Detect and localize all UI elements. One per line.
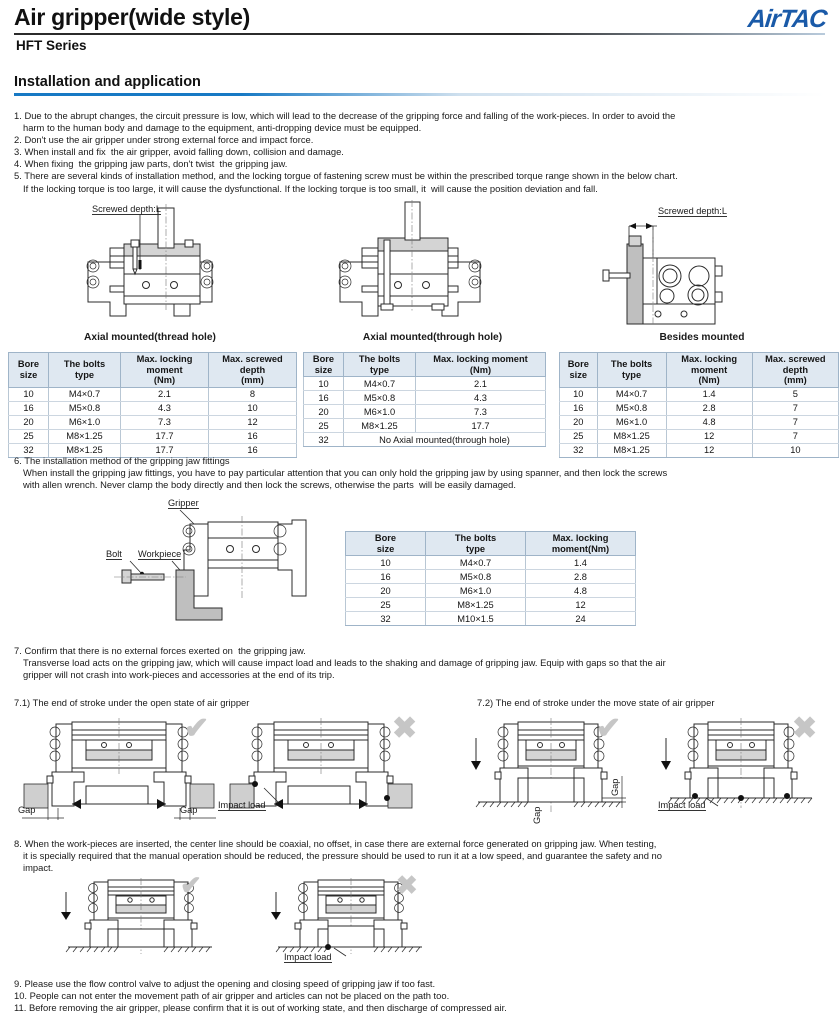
- drawing-axial-through-hole: [300, 200, 565, 330]
- screwed-depth-label-3: Screwed depth:L: [658, 206, 727, 216]
- table-cell: 2.8: [526, 570, 636, 584]
- table-header-cell: Bore size: [9, 353, 49, 388]
- table-row: [346, 598, 636, 612]
- table-cell: 1.4: [666, 387, 752, 401]
- table-row: [560, 387, 839, 401]
- list-item-text: Don't use the air gripper under strong external force and impact force.: [24, 134, 314, 146]
- table-row: [560, 415, 839, 429]
- list-item: [14, 1002, 829, 1014]
- table-cell: 4.8: [526, 584, 636, 598]
- table-cell: M5×0.8: [597, 401, 666, 415]
- list-item-text: People can not enter the movement path of air gripper and articles can not be placed on the path too.: [29, 990, 450, 1002]
- table-row: [304, 419, 546, 433]
- list-item-text: Confirm that there is no external forces exerted on the gripping jaw.: [24, 645, 306, 656]
- table-cell: 12: [666, 429, 752, 443]
- table-cell: 16: [346, 570, 426, 584]
- figure-8-incorrect: [250, 870, 445, 962]
- table-cell: 7.3: [121, 415, 209, 429]
- table-cell: 17.7: [416, 419, 546, 433]
- table-cell: 25: [346, 598, 426, 612]
- table-cell: 10: [346, 556, 426, 570]
- list-item-number: 9.: [14, 978, 25, 989]
- notes-list-top: [14, 110, 829, 195]
- figure-caption-1: Axial mounted(thread hole): [84, 332, 216, 343]
- table-header-cell: The bolts type: [49, 353, 121, 388]
- table-row: [346, 612, 636, 626]
- table-cell: M6×1.0: [426, 584, 526, 598]
- table-header-cell: Bore size: [304, 353, 344, 377]
- workpiece-label: Workpiece: [138, 549, 182, 559]
- table-cell: M6×1.0: [597, 415, 666, 429]
- gap-label-right: Gap: [180, 805, 198, 815]
- subsection-72: [477, 697, 837, 709]
- list-item-text: When install and fix the air gripper, avoid falling down, collision and damage.: [24, 146, 344, 158]
- list-item-number: 6.: [14, 455, 25, 466]
- table-cell: 32: [346, 612, 426, 626]
- table-header-cell: Max. screwed depth (mm): [209, 353, 297, 388]
- list-item-text: Before removing the air gripper, please confirm that it is out of working state, and then discharge of compressed air.: [28, 1002, 507, 1014]
- table-cell: 12: [209, 415, 297, 429]
- table-cell: 7: [752, 401, 838, 415]
- list-item-text: If the locking torque is too large, it will cause the dysfunctional. If the locking torque is too small, it will cause the position deviation and fall.: [23, 182, 598, 194]
- drawing-axial-thread-hole: [0, 200, 300, 330]
- notes-list-bottom: [14, 978, 829, 1014]
- table-cell: M8×1.25: [597, 443, 666, 457]
- table-cell: 16: [209, 443, 297, 457]
- list-item: [14, 645, 829, 681]
- table-row: [304, 433, 546, 447]
- table-row: [560, 429, 839, 443]
- table-cell: M10×1.5: [426, 612, 526, 626]
- table-header-cell: The bolts type: [426, 532, 526, 556]
- table-cell: M8×1.25: [426, 598, 526, 612]
- table-cell: 32: [560, 443, 598, 457]
- table-header-row: [560, 353, 839, 388]
- table-cell: M8×1.25: [597, 429, 666, 443]
- table-cell: 1.4: [526, 556, 636, 570]
- table-row: [346, 584, 636, 598]
- list-item: [14, 978, 829, 990]
- list-item-text: Transverse load acts on the gripping jaw, which will cause impact load and leads to the shaking and damage of gripping jaw. Equip with gaps so that the air: [23, 657, 666, 669]
- table-row: [9, 401, 297, 415]
- table-cell: 20: [346, 584, 426, 598]
- list-item: [14, 838, 829, 874]
- table-row: [304, 391, 546, 405]
- cross-mark-icon-3: ✖: [396, 870, 418, 900]
- table-cell: 7: [752, 415, 838, 429]
- figure-gripping-jaw-fittings: [90, 498, 340, 628]
- table-axial-thread-hole: [8, 352, 297, 458]
- table-cell: M8×1.25: [49, 429, 121, 443]
- table-cell: 16: [304, 391, 344, 405]
- subsection-71-label: 7.1) The end of stroke under the open state of air gripper: [14, 697, 250, 708]
- table-cell: 7.3: [416, 405, 546, 419]
- list-item-number: 2.: [14, 134, 25, 146]
- impact-load-label-72: Impact load: [658, 800, 706, 810]
- table-cell: 2.1: [416, 377, 546, 391]
- table-cell: M6×1.0: [49, 415, 121, 429]
- list-item-text: Due to the abrupt changes, the circuit pressure is low, which will lead to the decrease of the gripping force and falling of the work-pieces. In order to avoid the: [24, 110, 676, 121]
- table-cell: M4×0.7: [49, 387, 121, 401]
- note-6: [14, 455, 829, 491]
- table-row: [346, 570, 636, 584]
- table-cell: 10: [560, 387, 598, 401]
- subsection-72-label: 7.2) The end of stroke under the move state of air gripper: [477, 697, 715, 708]
- header-divider: [14, 33, 825, 35]
- section-accent-bar: [14, 93, 825, 96]
- table-cell: M6×1.0: [344, 405, 416, 419]
- list-item-text: When install the gripping jaw fittings, you have to pay particular attention that you can only hold the gripping jaw by using spanner, and then lock the screws: [23, 467, 668, 479]
- table-header-cell: Max. locking moment (Nm): [666, 353, 752, 388]
- table-cell: 12: [666, 443, 752, 457]
- table-row: [346, 556, 636, 570]
- table-cell: M4×0.7: [344, 377, 416, 391]
- list-item: [14, 158, 829, 170]
- section-heading-block: [14, 74, 825, 96]
- list-item: [14, 455, 829, 491]
- list-item: [14, 134, 829, 146]
- note-8: [14, 838, 829, 874]
- table-cell: 25: [560, 429, 598, 443]
- list-item-text: When fixing the gripping jaw parts, don't twist the gripping jaw.: [24, 158, 288, 170]
- list-item-number: 11.: [14, 1002, 29, 1014]
- bolt-label: Bolt: [106, 549, 122, 559]
- list-item-text: gripper will not crash into work-pieces and accessories at the end of its trip.: [23, 669, 335, 681]
- page-header: [0, 0, 839, 64]
- table-cell: 32: [304, 433, 344, 447]
- table-cell: 10: [9, 387, 49, 401]
- table-jaw-fittings-torque: [345, 531, 636, 626]
- list-item-number: 1.: [14, 110, 25, 121]
- table-header-row: [9, 353, 297, 388]
- table-cell: 20: [9, 415, 49, 429]
- table-header-row: [346, 532, 636, 556]
- table-row: [9, 429, 297, 443]
- table-cell: 17.7: [121, 429, 209, 443]
- table-header-cell: Bore size: [346, 532, 426, 556]
- list-item-text: with allen wrench. Never clamp the body directly and then lock the screws, otherwise the parts will be easily damaged.: [23, 479, 516, 491]
- mounting-figures-row: [0, 200, 839, 343]
- table-cell: 20: [304, 405, 344, 419]
- figure-caption-2: Axial mounted(through hole): [362, 332, 503, 343]
- table-cell: 20: [560, 415, 598, 429]
- impact-load-label-71: Impact load: [218, 800, 266, 810]
- table-cell: M4×0.7: [426, 556, 526, 570]
- table-header-cell: Max. screwed depth (mm): [752, 353, 838, 388]
- list-item: [14, 110, 829, 134]
- series-label: HFT Series: [16, 38, 87, 53]
- list-item-number: 10.: [14, 990, 30, 1002]
- section-title: Installation and application: [14, 74, 201, 90]
- check-mark-icon-2: ✔: [596, 712, 622, 745]
- impact-load-label-8: Impact load: [284, 952, 332, 962]
- figure-besides-mounted: [565, 200, 839, 343]
- figure-axial-thread-hole: [0, 200, 300, 343]
- table-cell: 10: [752, 443, 838, 457]
- table-besides-mounted: [559, 352, 839, 458]
- drawing-besides-mounted: [565, 200, 839, 330]
- list-item-number: 4.: [14, 158, 25, 170]
- drawing-8-correct: [40, 878, 235, 960]
- table-cell: 16: [560, 401, 598, 415]
- figure-72-correct: [450, 712, 645, 826]
- table-cell: M5×0.8: [49, 401, 121, 415]
- gap-label-vert-2: Gap: [532, 806, 542, 824]
- list-item-text: Please use the flow control valve to adjust the opening and closing speed of gripping jaw if too fast.: [24, 978, 436, 989]
- list-item: [14, 170, 829, 194]
- table-cell: 4.3: [121, 401, 209, 415]
- gripper-label: Gripper: [168, 498, 199, 508]
- table-header-row: [304, 353, 546, 377]
- table-cell: 32: [9, 443, 49, 457]
- list-item-text: When the work-pieces are inserted, the center line should be coaxial, no offset, in case there are external force generated on gripping jaw. When testing,: [24, 838, 657, 849]
- table-cell: 10: [304, 377, 344, 391]
- table-cell: 25: [9, 429, 49, 443]
- table-cell: 4.8: [666, 415, 752, 429]
- table-row: [560, 401, 839, 415]
- table-cell: M5×0.8: [426, 570, 526, 584]
- table-cell: No Axial mounted(through hole): [344, 433, 546, 447]
- drawing-gripper-fittings: [90, 498, 340, 628]
- list-item-number: 5.: [14, 170, 25, 182]
- figure-71-incorrect: [216, 712, 426, 826]
- table-cell: 8: [209, 387, 297, 401]
- list-item-text: impact.: [23, 862, 54, 874]
- list-item-number: 8.: [14, 838, 25, 849]
- table-cell: 2.8: [666, 401, 752, 415]
- table-cell: 7: [752, 429, 838, 443]
- check-mark-icon: ✔: [184, 712, 210, 745]
- list-item-text: There are several kinds of installation method, and the locking torgue of fastening screw must be within the prescribed torque range shown in the below chart.: [24, 170, 678, 182]
- cross-mark-icon-2: ✖: [792, 712, 818, 745]
- list-item: [14, 990, 829, 1002]
- table-row: [9, 387, 297, 401]
- table-cell: 25: [304, 419, 344, 433]
- table-row: [9, 415, 297, 429]
- table-header-cell: Bore size: [560, 353, 598, 388]
- table-header-cell: The bolts type: [344, 353, 416, 377]
- table-header-cell: Max. locking moment (Nm): [416, 353, 546, 377]
- table-axial-through-hole: [303, 352, 546, 447]
- figure-71-correct: [14, 712, 224, 826]
- table-row: [304, 405, 546, 419]
- table-cell: 17.7: [121, 443, 209, 457]
- table-header-cell: The bolts type: [597, 353, 666, 388]
- table-cell: 5: [752, 387, 838, 401]
- table-cell: 16: [209, 429, 297, 443]
- table-cell: 10: [209, 401, 297, 415]
- gap-label-left: Gap: [18, 805, 36, 815]
- list-item-text: it is specially required that the manual operation should be reduced, the pressure should be used to run it at a low speed, and guarantee the safety and no: [23, 850, 662, 862]
- table-cell: M5×0.8: [344, 391, 416, 405]
- check-mark-icon-3: ✔: [180, 870, 202, 900]
- table-cell: 4.3: [416, 391, 546, 405]
- note-7: [14, 645, 829, 681]
- table-cell: M8×1.25: [49, 443, 121, 457]
- list-item-number: 3.: [14, 146, 25, 158]
- list-item-number: 7.: [14, 645, 25, 656]
- table-cell: 24: [526, 612, 636, 626]
- table-cell: M4×0.7: [597, 387, 666, 401]
- gap-label-vert-1: Gap: [610, 778, 620, 796]
- airtac-logo: AirTAC: [746, 5, 828, 33]
- list-item-text: The installation method of the gripping jaw fittings: [24, 455, 230, 466]
- table-row: [304, 377, 546, 391]
- list-item-text: harm to the human body and damage to the equipment, anti-dropping device must be equipped.: [23, 122, 422, 134]
- figure-8-correct: [40, 870, 235, 960]
- table-cell: 12: [526, 598, 636, 612]
- table-header-cell: Max. locking moment(Nm): [526, 532, 636, 556]
- table-cell: 16: [9, 401, 49, 415]
- figure-axial-through-hole: [300, 200, 565, 343]
- list-item: [14, 146, 829, 158]
- table-header-cell: Max. locking moment (Nm): [121, 353, 209, 388]
- table-cell: M8×1.25: [344, 419, 416, 433]
- figure-caption-3: Besides mounted: [659, 332, 745, 343]
- cross-mark-icon: ✖: [392, 712, 418, 745]
- page-title: Air gripper(wide style): [14, 4, 250, 30]
- figure-72-incorrect: [640, 712, 835, 826]
- table-cell: 2.1: [121, 387, 209, 401]
- screwed-depth-label-1: Screwed depth:L: [92, 204, 161, 214]
